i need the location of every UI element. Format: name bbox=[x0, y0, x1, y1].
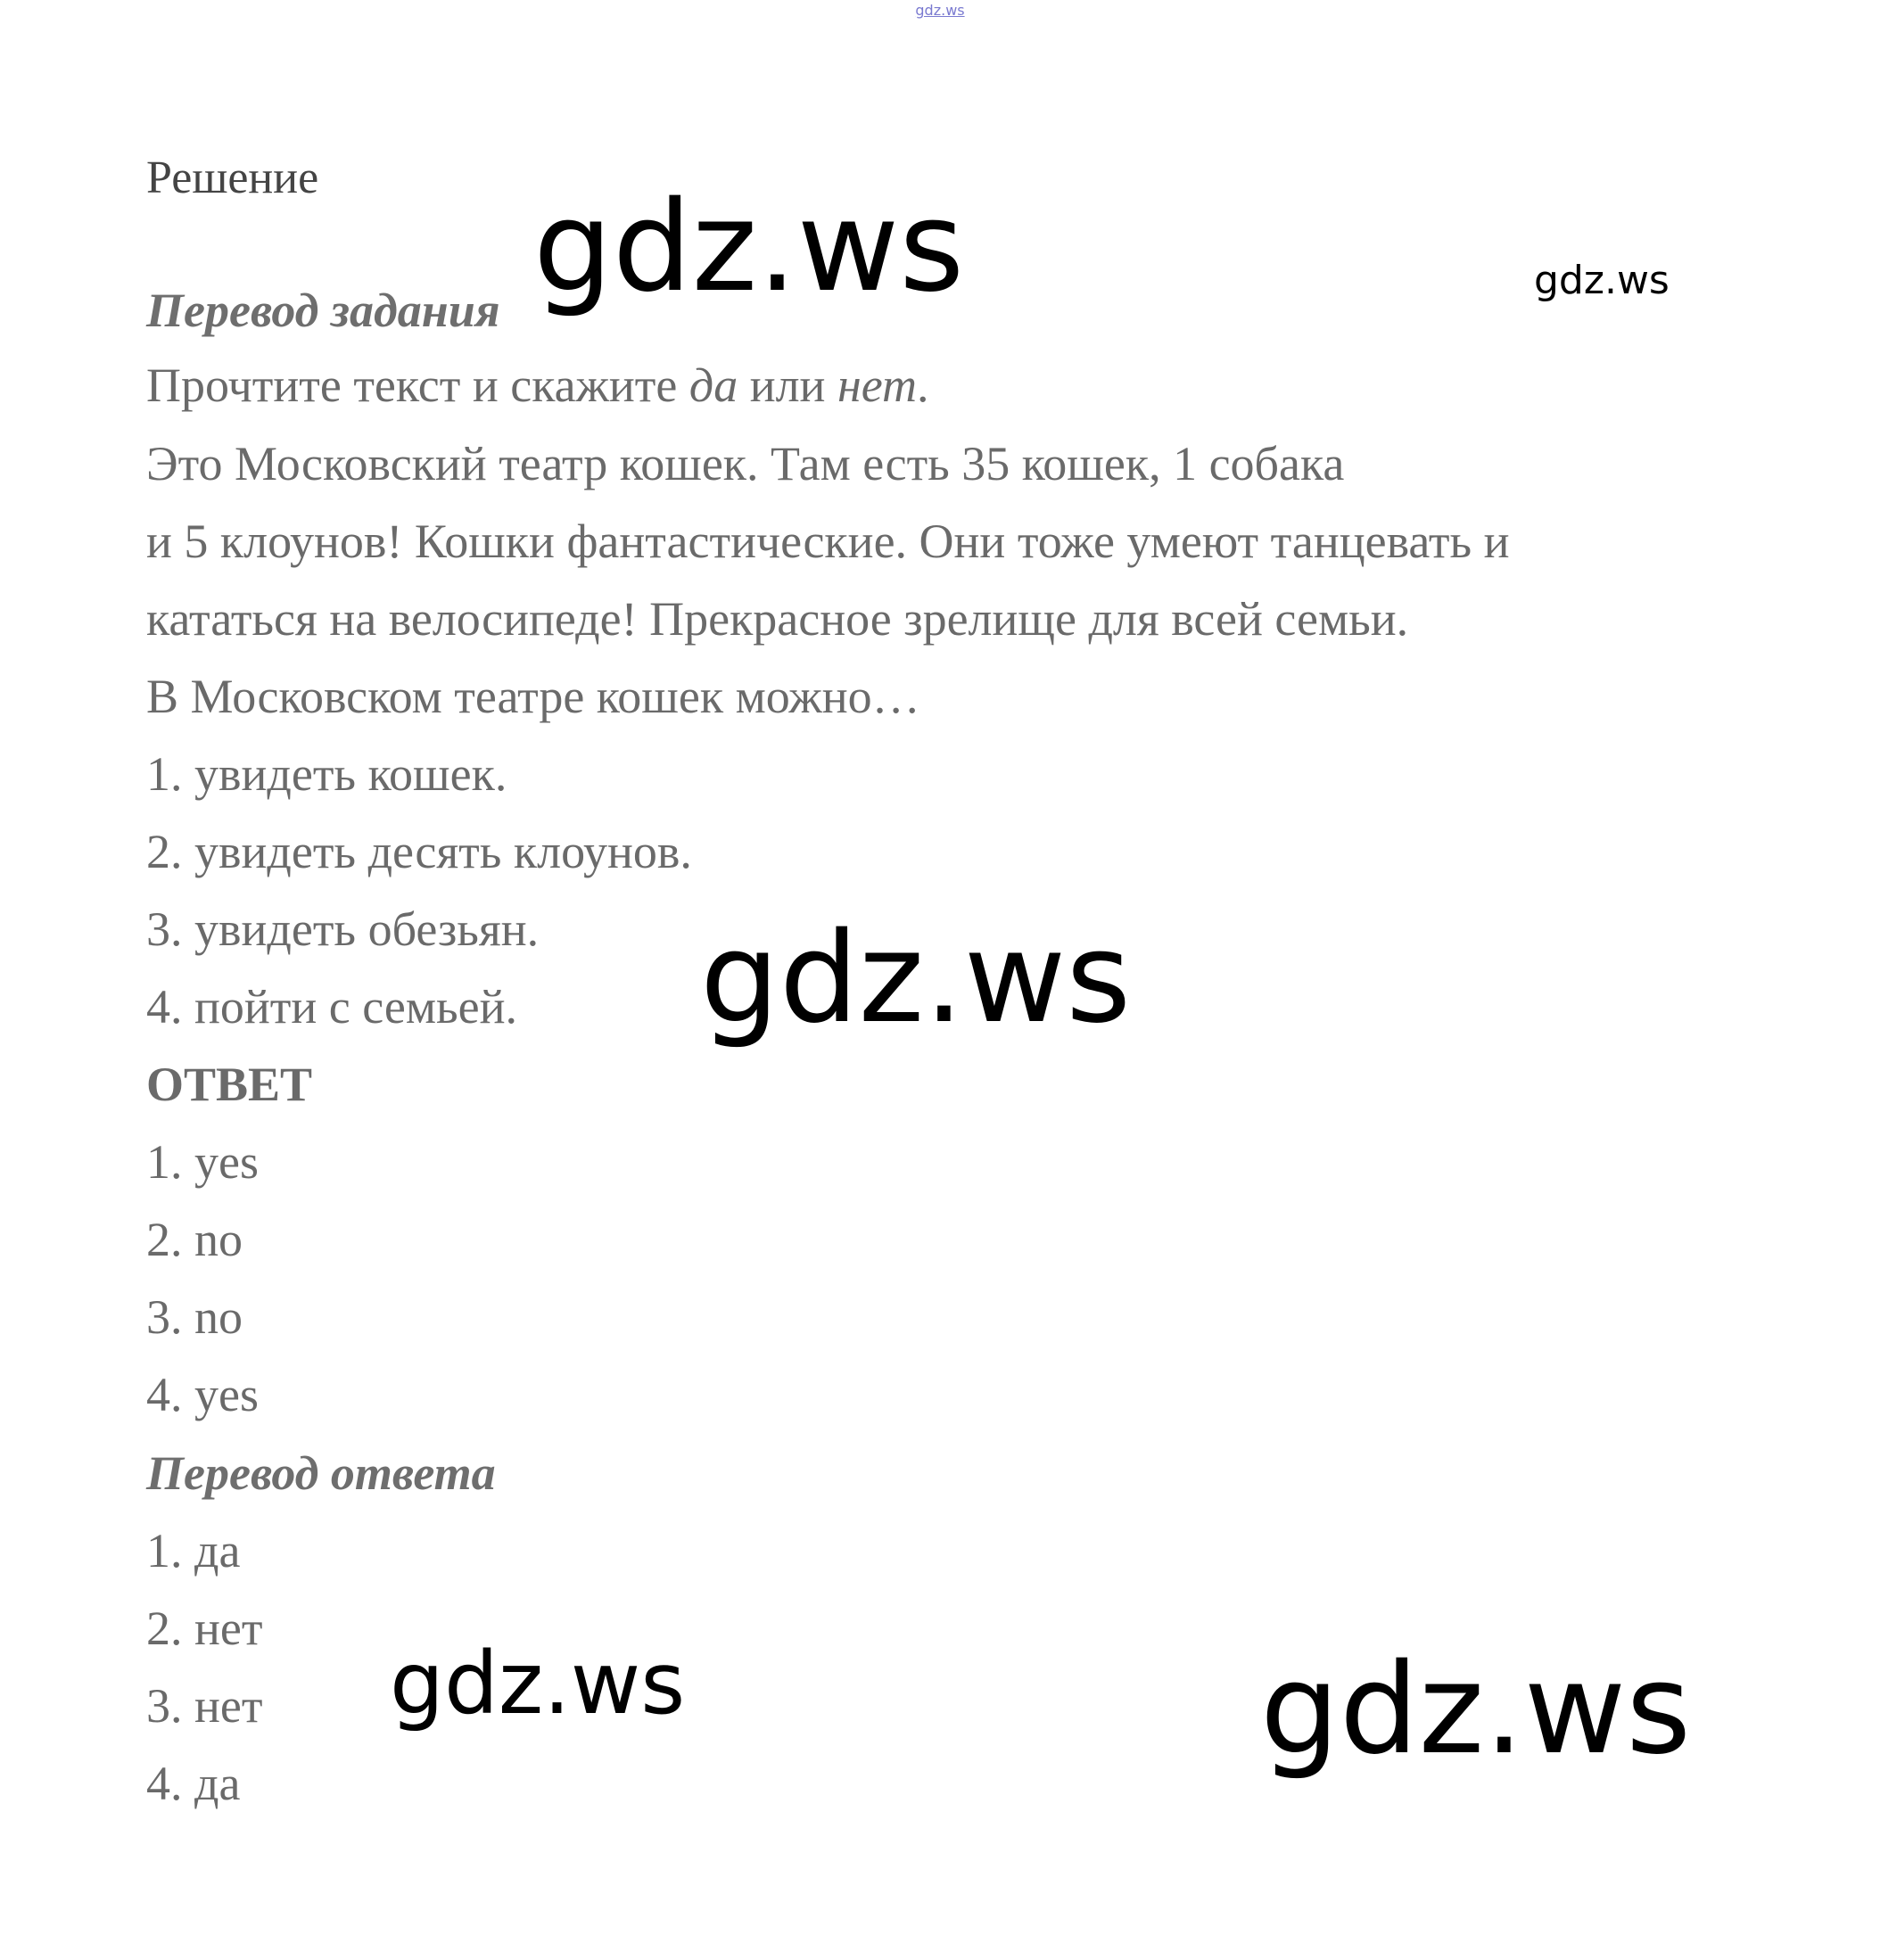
task-translation-heading: Перевод задания bbox=[146, 284, 500, 337]
answer-item: 1. yes bbox=[146, 1135, 259, 1189]
watermark-large-middle: gdz.ws bbox=[700, 906, 1132, 1051]
instruction-yes-word: да bbox=[689, 358, 738, 412]
answer-translation-item: 3. нет bbox=[146, 1679, 263, 1733]
watermark-bottom-left: gdz.ws bbox=[390, 1634, 686, 1734]
answer-item: 2. no bbox=[146, 1213, 243, 1266]
instruction-prefix: Прочтите текст и скажите bbox=[146, 358, 689, 412]
answer-translation-item: 1. да bbox=[146, 1524, 241, 1577]
answer-translation-heading: Перевод ответа bbox=[146, 1446, 496, 1500]
answer-translation-item: 4. да bbox=[146, 1757, 241, 1810]
watermark-large-top: gdz.ws bbox=[533, 175, 965, 320]
task-text-line: В Московском театре кошек можно… bbox=[146, 670, 920, 723]
answer-heading: ОТВЕТ bbox=[146, 1058, 313, 1111]
answer-item: 3. no bbox=[146, 1290, 243, 1344]
task-instruction bbox=[146, 358, 929, 412]
answer-item: 4. yes bbox=[146, 1368, 259, 1421]
task-list-item: 4. пойти с семьей. bbox=[146, 980, 518, 1034]
task-text-line: кататься на велосипеде! Прекрасное зрелище для всей семьи. bbox=[146, 592, 1409, 646]
task-text-line: и 5 клоунов! Кошки фантастические. Они тоже умеют танцевать и bbox=[146, 515, 1510, 568]
solution-title: Решение bbox=[146, 152, 319, 203]
watermark-small-top-right: gdz.ws bbox=[1534, 258, 1670, 303]
task-text-line: Это Московский театр кошек. Там есть 35 кошек, 1 собака bbox=[146, 437, 1345, 490]
top-watermark-link[interactable]: gdz.ws bbox=[915, 2, 965, 19]
watermark-bottom-right: gdz.ws bbox=[1260, 1637, 1692, 1783]
instruction-no-word: нет bbox=[837, 358, 917, 412]
task-list-item: 2. увидеть десять клоунов. bbox=[146, 825, 692, 878]
instruction-or: или bbox=[738, 358, 837, 412]
task-list-item: 3. увидеть обезьян. bbox=[146, 902, 540, 956]
task-list-item: 1. увидеть кошек. bbox=[146, 747, 507, 801]
instruction-end: . bbox=[917, 358, 929, 412]
answer-translation-item: 2. нет bbox=[146, 1602, 263, 1655]
